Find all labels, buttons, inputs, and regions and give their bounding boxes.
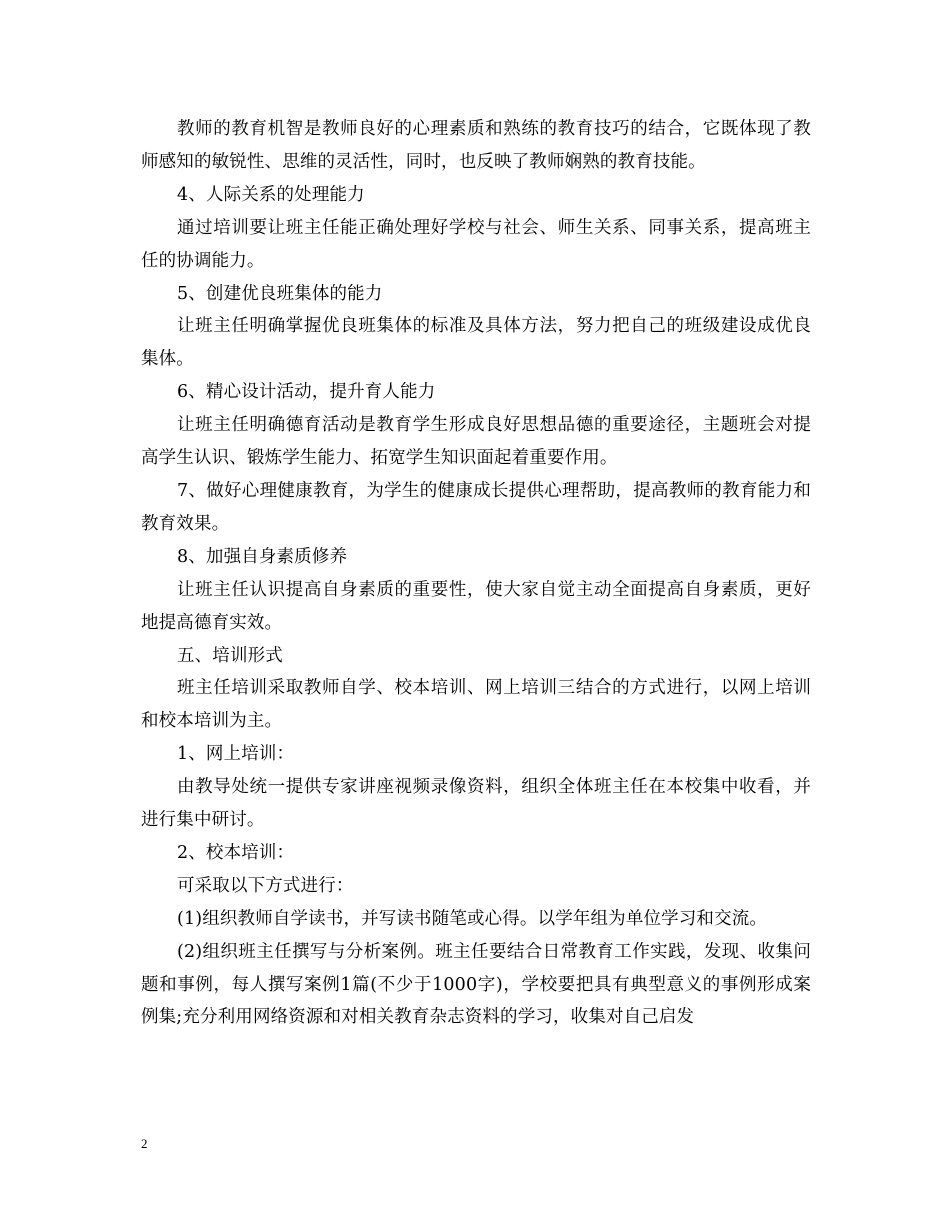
section-heading: 五、培训形式 bbox=[177, 645, 283, 666]
page-number: 2 bbox=[141, 1136, 148, 1151]
section-heading: 7、做好心理健康教育，为学生的健康成长提供心理帮助，提高教师的教育能力和教育效果。 bbox=[141, 480, 811, 534]
section-heading: 1、网上培训： bbox=[177, 744, 295, 765]
paragraph: 教师的教育机智是教师良好的心理素质和熟练的教育技巧的结合，它既体现了教师感知的敏锐性、思维的灵活性，同时，也反映了教师娴熟的教育技能。 bbox=[141, 119, 811, 172]
section-heading: 6、精心设计活动，提升育人能力 bbox=[177, 382, 436, 403]
paragraph: 由教导处统一提供专家讲座视频录像资料，组织全体班主任在本校集中收看，并进行集中研讨。 bbox=[141, 777, 811, 831]
paragraph: 班主任培训采取教师自学、校本培训、网上培训三结合的方式进行，以网上培训和校本培训为主。 bbox=[141, 678, 811, 732]
section-heading: 4、人际关系的处理能力 bbox=[177, 184, 365, 205]
list-item: (2)组织班主任撰写与分析案例。班主任要结合日常教育工作实践，发现、收集问题和事例，每人撰写案例1篇(不少于1000字)，学校要把具有典型意义的事例形成案例集;充分利用网络资源和对相关教育杂志资料的学习，收集对自己启发 bbox=[141, 941, 811, 1028]
section-heading: 8、加强自身素质修养 bbox=[177, 546, 348, 567]
list-item: (1)组织教师自学读书，并写读书随笔或心得。以学年组为单位学习和交流。 bbox=[177, 908, 768, 929]
paragraph: 让班主任明确掌握优良班集体的标准及具体方法，努力把自己的班级建设成优良集体。 bbox=[141, 316, 811, 370]
paragraph: 通过培训要让班主任能正确处理好学校与社会、师生关系、同事关系，提高班主任的协调能力。 bbox=[141, 217, 811, 271]
document-body bbox=[141, 113, 811, 1034]
section-heading: 2、校本培训： bbox=[177, 842, 295, 863]
paragraph: 让班主任认识提高自身素质的重要性，使大家自觉主动全面提高自身素质，更好地提高德育实效。 bbox=[141, 579, 811, 633]
paragraph: 让班主任明确德育活动是教育学生形成良好思想品德的重要途径，主题班会对提高学生认识、锻炼学生能力、拓宽学生知识面起着重要作用。 bbox=[141, 415, 811, 469]
paragraph: 可采取以下方式进行： bbox=[177, 875, 354, 896]
section-heading: 5、创建优良班集体的能力 bbox=[177, 283, 383, 304]
